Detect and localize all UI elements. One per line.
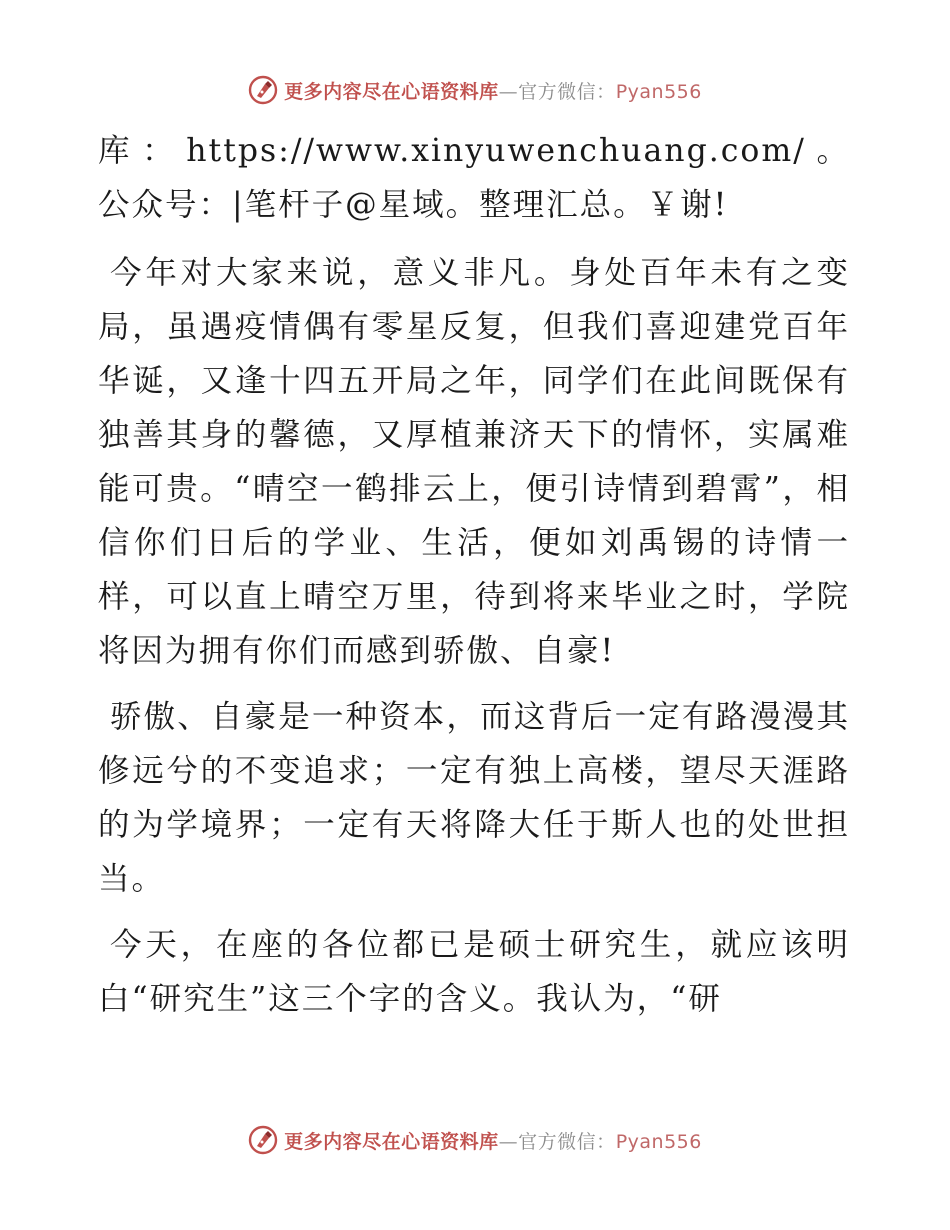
paragraph-pride: 骄傲、自豪是一种资本，而这背后一定有路漫漫其修远兮的不变追求；一定有独上高楼，望尽天涯路的为学境界；一定有天将降大任于斯人也的处世担当。 bbox=[98, 699, 850, 897]
pen-nib-logo-icon bbox=[248, 75, 278, 105]
banner-text bbox=[284, 77, 702, 104]
paragraph-source-info: 库：https://www.xinyuwenchuang.com/。公众号：|笔杆子@星域。整理汇总。￥谢! bbox=[98, 133, 850, 223]
banner-dash: — bbox=[498, 80, 519, 103]
banner-main-text: 更多内容尽在心语资料库 bbox=[284, 80, 499, 103]
paragraph-graduate-meaning: 今天，在座的各位都已是硕士研究生，就应该明白“研究生”这三个字的含义。我认为，“研 bbox=[98, 927, 850, 1017]
banner-main-text: 更多内容尽在心语资料库 bbox=[284, 1130, 499, 1153]
document-body bbox=[98, 124, 850, 1038]
banner-text bbox=[284, 1127, 702, 1154]
banner-wechat-id: Pyan556 bbox=[615, 1130, 702, 1153]
pen-nib-logo-icon bbox=[248, 1125, 278, 1155]
banner-official-text: 官方微信： bbox=[518, 80, 616, 103]
paragraph-opening: 今年对大家来说，意义非凡。身处百年未有之变局，虽遇疫情偶有零星反复，但我们喜迎建党百年华诞，又逢十四五开局之年，同学们在此间既保有独善其身的馨德，又厚植兼济天下的情怀，实属难能可贵。“晴空一鹤排云上，便引诗情到碧霄”，相信你们日后的学业、生活，便如刘禹锡的诗情一样，可以直上晴空万里，待到将来毕业之时，学院将因为拥有你们而感到骄傲、自豪! bbox=[98, 255, 850, 669]
header-banner bbox=[0, 72, 950, 108]
footer-banner bbox=[0, 1122, 950, 1158]
banner-official-text: 官方微信： bbox=[518, 1130, 616, 1153]
banner-wechat-id: Pyan556 bbox=[615, 80, 702, 103]
banner-dash: — bbox=[498, 1130, 519, 1153]
